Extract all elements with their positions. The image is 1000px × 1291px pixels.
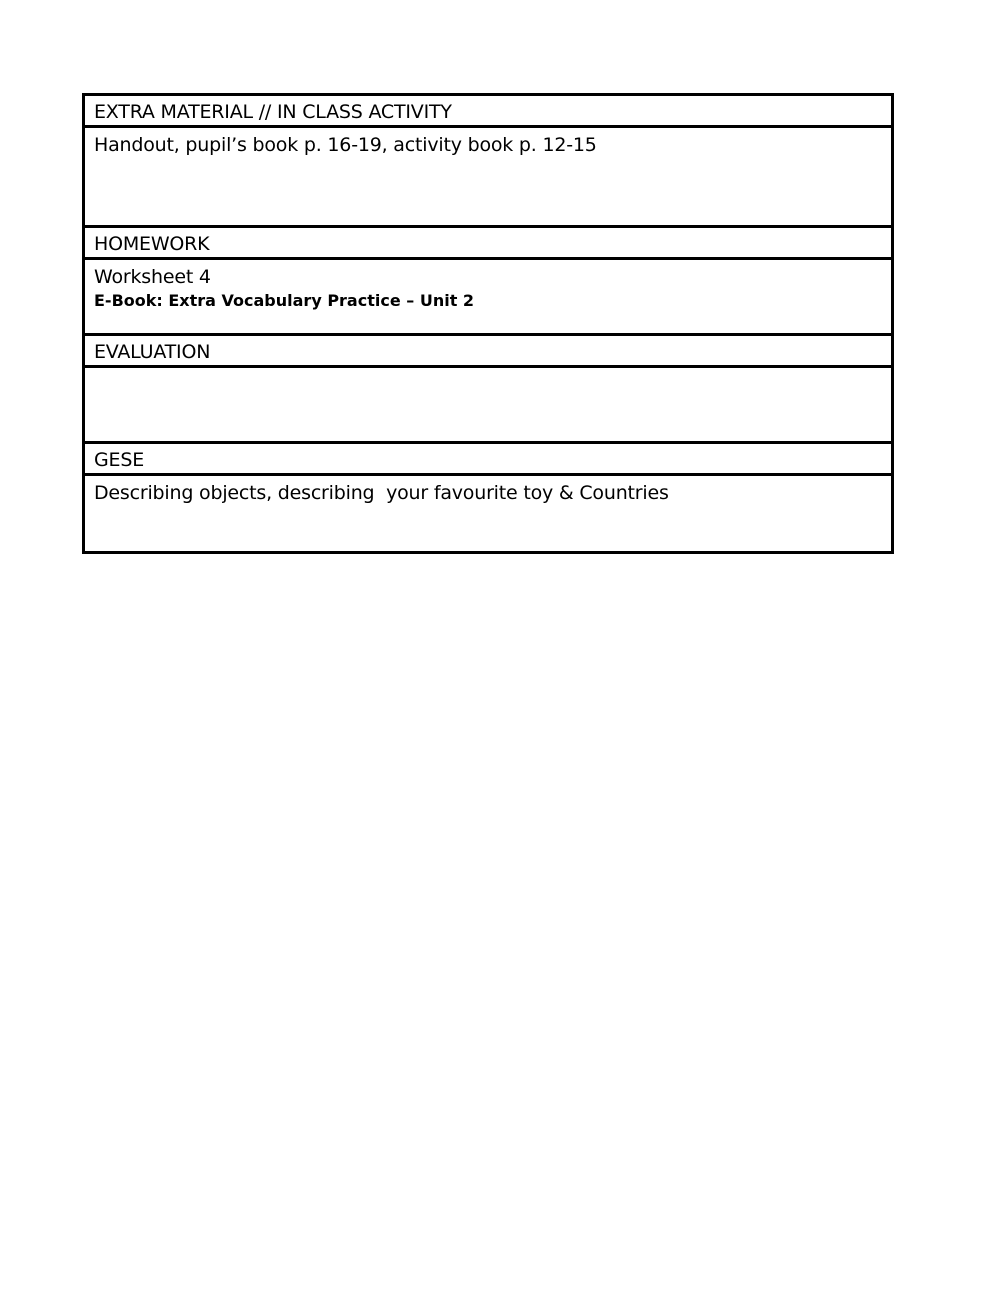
evaluation-header [85, 336, 891, 368]
extra-material-heading: EXTRA MATERIAL // IN CLASS ACTIVITY [94, 101, 452, 123]
evaluation-cell [85, 368, 891, 444]
gese-cell [85, 476, 891, 551]
evaluation-heading: EVALUATION [94, 341, 211, 363]
extra-material-content: Handout, pupil’s book p. 16-19, activity book p. 12-15 [94, 134, 597, 156]
homework-header [85, 228, 891, 260]
extra-material-cell [85, 128, 891, 228]
homework-line-worksheet: Worksheet 4 [94, 266, 211, 288]
homework-heading: HOMEWORK [94, 233, 210, 255]
homework-cell [85, 260, 891, 336]
homework-line-ebook: E-Book: Extra Vocabulary Practice – Unit 2 [94, 291, 475, 310]
gese-header [85, 444, 891, 476]
gese-heading: GESE [94, 449, 144, 471]
lesson-plan-table [82, 93, 894, 554]
gese-content: Describing objects, describing your favourite toy & Countries [94, 482, 669, 504]
extra-material-header [85, 96, 891, 128]
